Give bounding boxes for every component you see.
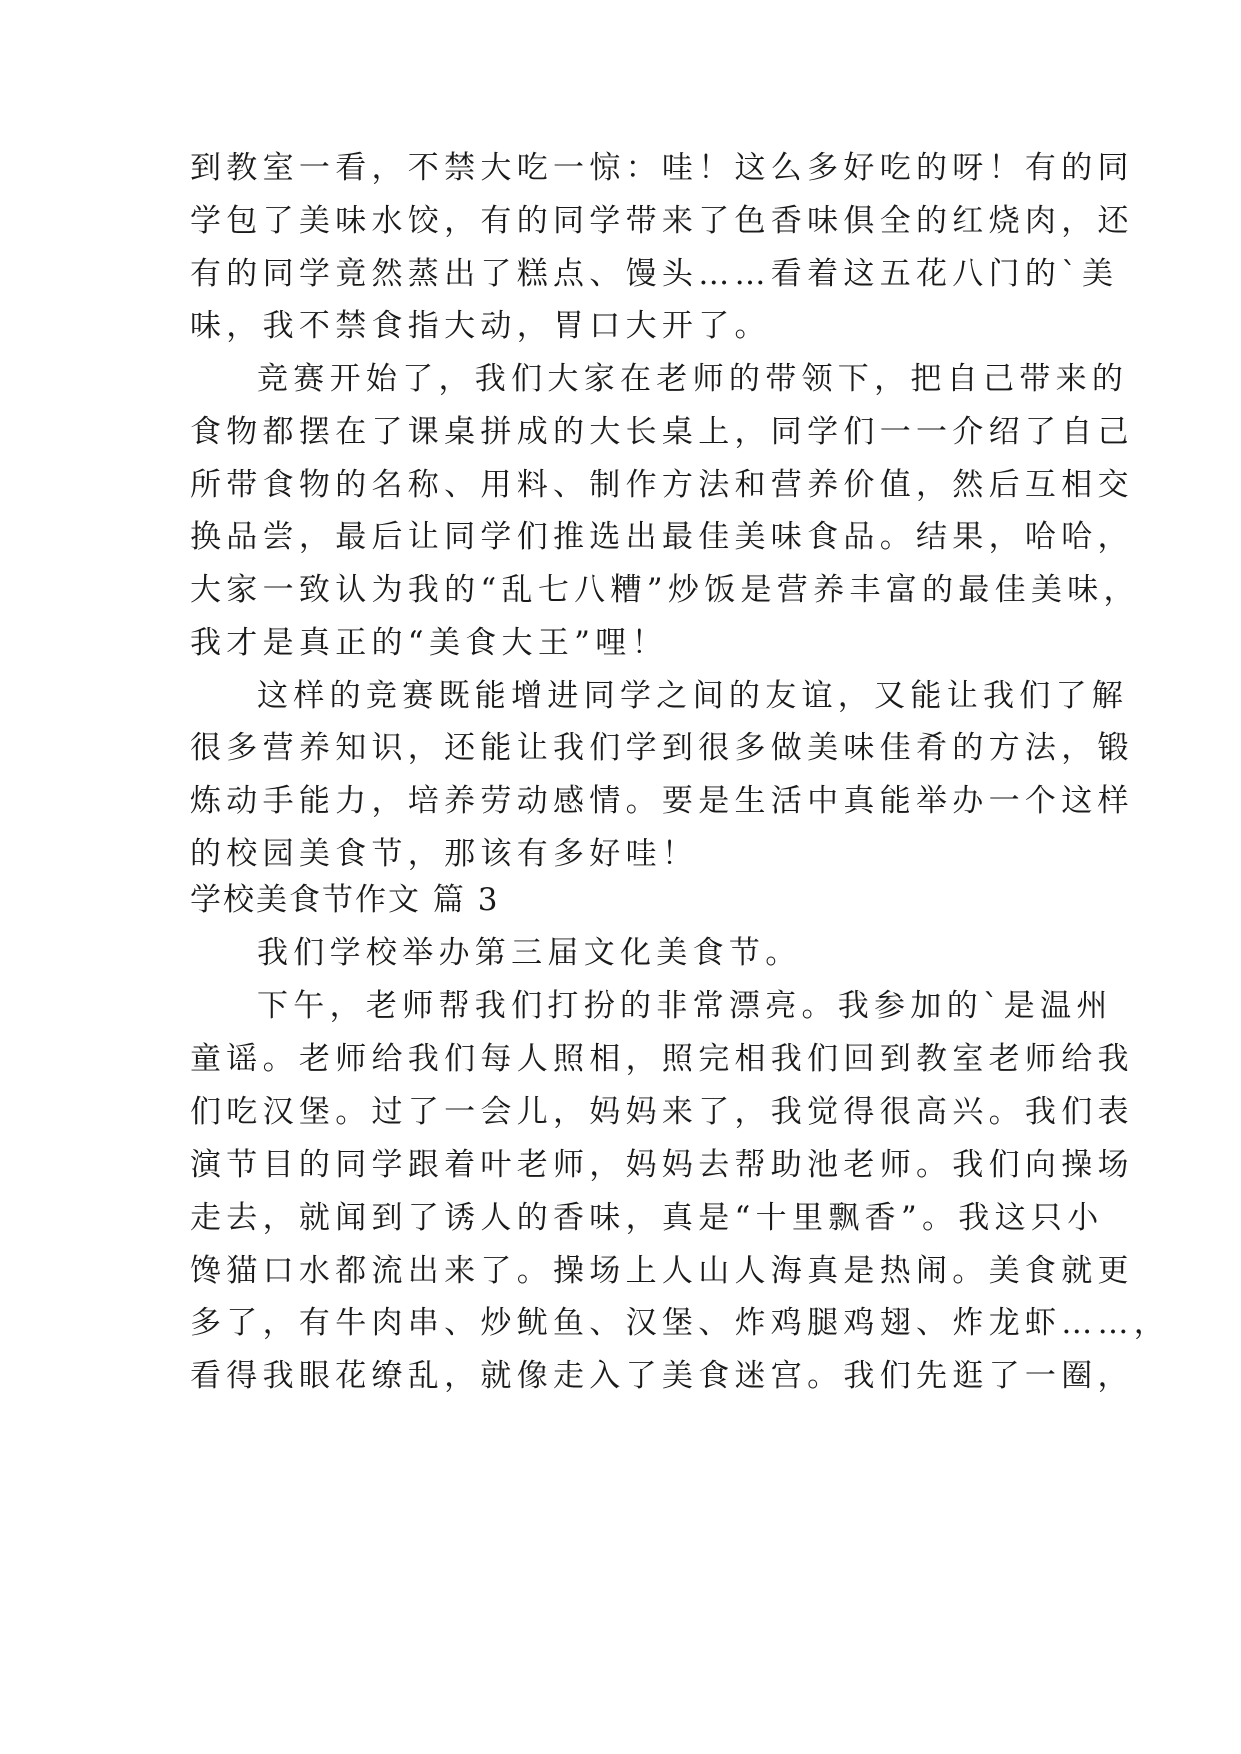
paragraph-line: 多了，有牛肉串、炒鱿鱼、汉堡、炸鸡腿鸡翅、炸龙虾……，	[190, 1305, 1171, 1341]
paragraph-line: 下午，老师帮我们打扮的非常漂亮。我参加的`是温州	[257, 988, 1113, 1024]
paragraph-line: 看得我眼花缭乱，就像走入了美食迷宫。我们先逛了一圈，	[190, 1358, 1134, 1394]
paragraph-line: 馋猫口水都流出来了。操场上人山人海真是热闹。美食就更	[190, 1253, 1134, 1289]
paragraph-line: 味，我不禁食指大动，胃口大开了。	[190, 308, 771, 344]
paragraph-line: 走去，就闻到了诱人的香味，真是“十里飘香”。我这只小	[190, 1200, 1104, 1236]
paragraph-line: 我才是真正的“美食大王”哩！	[190, 625, 668, 661]
paragraph-line: 很多营养知识，还能让我们学到很多做美味佳肴的方法，锻	[190, 730, 1134, 766]
paragraph-line: 炼动手能力，培养劳动感情。要是生活中真能举办一个这样	[190, 783, 1134, 819]
paragraph-line: 有的同学竟然蒸出了糕点、馒头……看着这五花八门的`美	[190, 256, 1119, 292]
paragraph-line: 食物都摆在了课桌拼成的大长桌上，同学们一一介绍了自己	[190, 414, 1134, 450]
section-heading: 学校美食节作文 篇 3	[190, 882, 500, 918]
paragraph-line: 换品尝，最后让同学们推选出最佳美味食品。结果，哈哈，	[190, 519, 1134, 555]
paragraph-line: 童谣。老师给我们每人照相，照完相我们回到教室老师给我	[190, 1041, 1134, 1077]
paragraph-line: 这样的竞赛既能增进同学之间的友谊，又能让我们了解	[257, 678, 1129, 714]
paragraph-line: 大家一致认为我的“乱七八糟”炒饭是营养丰富的最佳美味，	[190, 572, 1140, 608]
paragraph-line: 竞赛开始了，我们大家在老师的带领下，把自己带来的	[257, 361, 1129, 397]
paragraph-line: 我们学校举办第三届文化美食节。	[257, 935, 802, 971]
paragraph-line: 所带食物的名称、用料、制作方法和营养价值，然后互相交	[190, 467, 1134, 503]
paragraph-line: 的校园美食节，那该有多好哇！	[190, 836, 699, 872]
paragraph-line: 演节目的同学跟着叶老师，妈妈去帮助池老师。我们向操场	[190, 1147, 1134, 1183]
paragraph-line: 到教室一看，不禁大吃一惊：哇！这么多好吃的呀！有的同	[190, 150, 1134, 186]
paragraph-line: 学包了美味水饺，有的同学带来了色香味俱全的红烧肉，还	[190, 203, 1134, 239]
paragraph-line: 们吃汉堡。过了一会儿，妈妈来了，我觉得很高兴。我们表	[190, 1094, 1134, 1130]
